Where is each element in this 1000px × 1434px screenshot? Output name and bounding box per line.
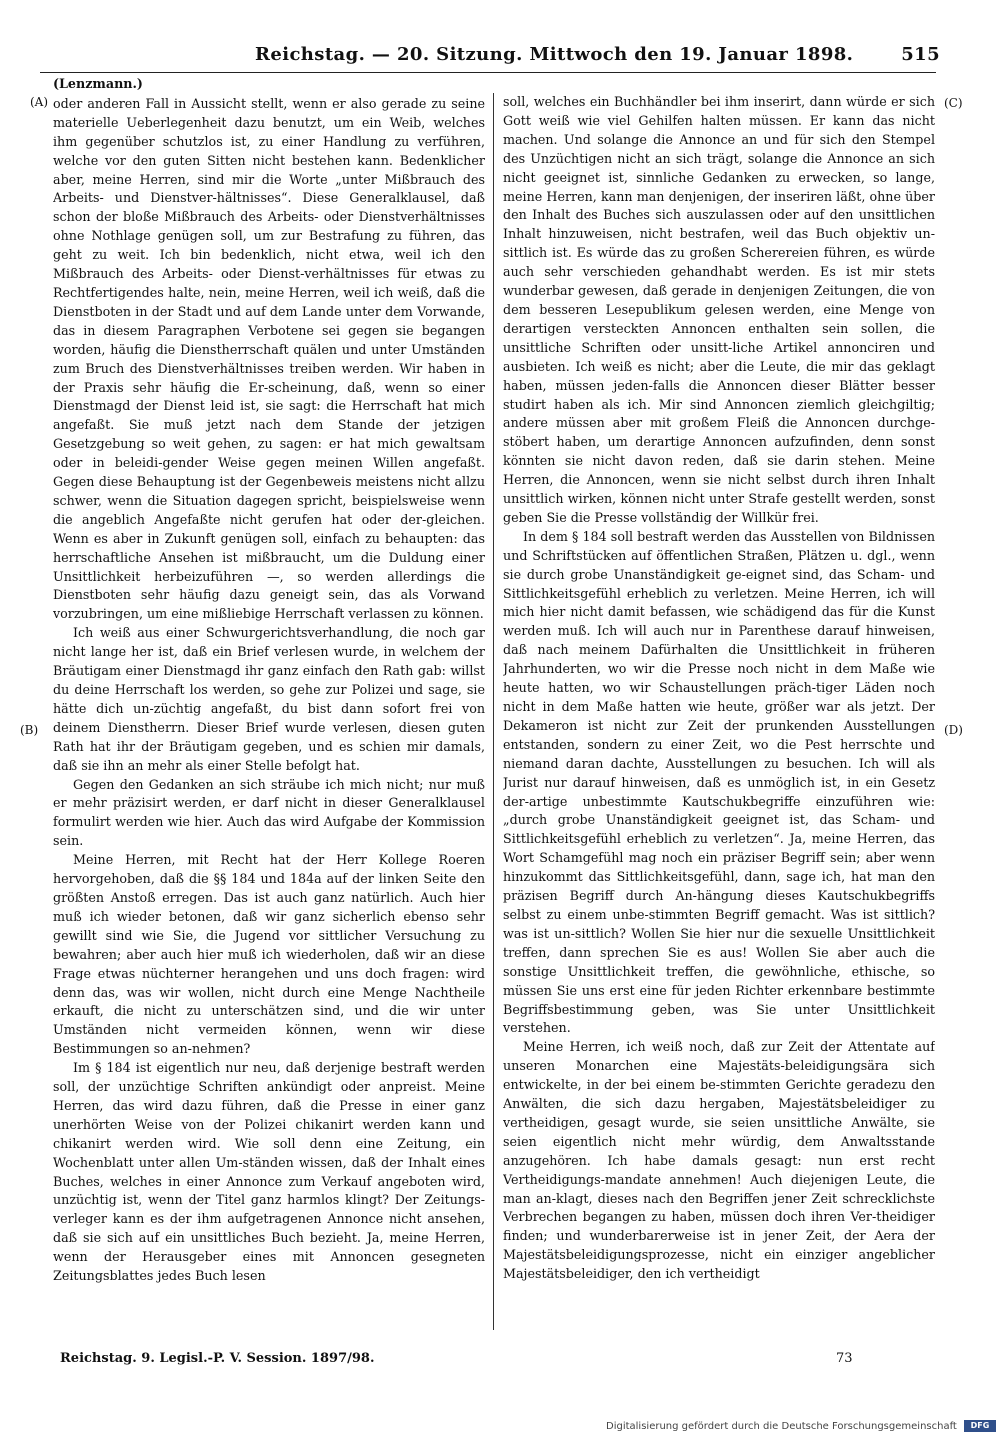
paragraph: Im § 184 ist eigentlich nur neu, daß derjenige bestraft werden soll, der unzüchtige Schriften ankündigt oder anpreist. Meine Herren, das wird dazu führen, daß die Presse in einer ganz unerhörten Weise von der Polizei chikanirt werden kann und chikanirt werden wird. Wie soll denn eine Zeitung, ein Wochenblatt unter allen Um-ständen wissen, daß der Inhalt eines Buches, welches in einer Annonce zum Verkauf angeboten wird, unzüchtig ist, wenn der Titel ganz harmlos klingt? Der Zeitungs-verleger kann es der ihm aufgetragenen Annonce nicht ansehen, daß sie sich auf ein unsittliches Buch bezieht. Ja, meine Herren, wenn der Herausgeber eines mit Annoncen gesegneten Zeitungsblattes jedes Buch lesen	[53, 1060, 485, 1284]
header-rule	[40, 72, 936, 73]
margin-marker-a: (A)	[30, 95, 49, 109]
paragraph: oder anderen Fall in Aussicht stellt, wenn er also gerade zu seine materielle Ueberlegenheit dazu benutzt, um ein Weib, welches ihm gegenüber schutzlos ist, zu einer Handlung zu verführen, welche vor den guten Sitten nicht bestehen kann. Bedenklicher aber, meine Herren, sind mir die Worte „unter Mißbrauch des Arbeits- und Dienstver-hältnisses“. Diese Generalklausel, daß schon der bloße Mißbrauch des Arbeits- oder Dienstverhältnisses ohne Nothlage genügen soll, um zur Bestrafung zu führen, das geht zu weit. Ich bin bedenklich, nicht etwa, weil ich den Mißbrauch des Arbeits- oder Dienst-verhältnisses für etwas zu Rechtfertigendes halte, nein, meine Herren, weil ich weiß, daß die Dienstboten in der Stadt und auf dem Lande unter dem Vorwande, das in diesem Paragraphen Verbotene sei gegen sie begangen worden, häufig die Dienstherrschaft quälen und unter Umständen zum Bruch des Dienstverhältnisses treiben werden. Wir haben in der Praxis sehr häufig die Er-scheinung, daß, wenn so einer Dienstmagd der Dienst leid ist, sie sagt: die Herrschaft hat mich angefaßt. Sie muß jetzt nach dem Stande der jetzigen Gesetzgebung so weit gehen, zu sagen: er hat mich gewaltsam oder in beleidi-gender Weise gegen meinen Willen angefaßt. Gegen diese Behauptung ist der Gegenbeweis meistens nicht allzu schwer, wenn die Situation dagegen spricht, beispielsweise wenn die angeblich Angefaßte nicht gerufen hat oder der-gleichen. Wenn es aber in Zukunft genügen soll, einfach zu behaupten: das herrschaftliche Ansehen ist mißbraucht, um die Duldung einer Unsittlichkeit herbeizuführen —, so werden allerdings die Dienstboten sehr häufig dazu geneigt sein, das als Vorwand vorzubringen, um eine mißliebige Herrschaft verlassen zu können.	[53, 95, 485, 622]
footer-signature: Reichstag. 9. Legisl.-P. V. Session. 1897/98.	[60, 1351, 375, 1366]
margin-marker-c: (C)	[944, 96, 963, 110]
footer-sheet-number: 73	[836, 1351, 853, 1366]
running-header	[40, 44, 940, 68]
right-column	[503, 93, 935, 1395]
margin-marker-b: (B)	[20, 723, 39, 737]
column-divider	[493, 93, 494, 1330]
paragraph: In dem § 184 soll bestraft werden das Ausstellen von Bildnissen und Schriftstücken auf öffentlichen Straßen, Plätzen u. dgl., wenn sie durch grobe Unanständigkeit ge-eignet sind, das Scham- und Sittlichkeitsgefühl erheblich zu verletzen. Meine Herren, ich will mich hier nicht damit befassen, wie schädigend das für die Kunst werden muß. Ich will auch nur in Parenthese darauf hinweisen, daß nach meinem Dafürhalten die Unsittlichkeit in früheren Jahrhunderten, wo wir die Presse noch nicht in dem Maße wie heute hatten, wo wir Schaustellungen präch-tiger Läden noch nicht in dem Maße hatten wie heute, größer war als jetzt. Der Dekameron ist nicht zur Zeit der prunkenden Ausstellungen entstanden, sondern zu einer Zeit, wo die Pest herrschte und niemand daran dachte, Ausstellungen zu besuchen. Ich will als Jurist nur darauf hinweisen, daß es unmöglich ist, in ein Gesetz der-artige unbestimmte Kautschukbegriffe einzuführen wie: „durch grobe Unanständigkeit geeignet ist, das Scham- und Sittlichkeitsgefühl erheblich zu verletzen“. Ja, meine Herren, das Wort Schamgefühl mag noch ein präziser Begriff sein; aber wenn hinzukommt das Sittlichkeitsgefühl, dann, sage ich, hat man den präzisen Begriff durch An-hängung dieses Kautschukbegriffs selbst zu einem unbe-stimmten Begriff gemacht. Was ist sittlich? was ist un-sittlich? Wollen Sie hier nur die sexuelle Unsittlichkeit treffen, dann sprechen Sie es aus! Wollen Sie aber auch die sonstige Unsittlichkeit treffen, die gewöhnliche, ethische, so müssen Sie uns erst eine für jeden Richter erkennbare bestimmte Begriffsbestimmung geben, was Sie unter Unsittlichkeit verstehen.	[503, 528, 935, 1036]
dfg-logo: DFG	[964, 1420, 996, 1432]
page-number: 515	[901, 44, 940, 65]
paragraph: Ich weiß aus einer Schwurgerichtsverhandlung, die noch gar nicht lange her ist, daß ein Brief verlesen wurde, in welchem der Bräutigam einer Dienstmagd ihr ganz einfach den Rath gab: willst du deine Herrschaft los werden, so gehe zur Polizei und sage, sie hätte dich un-züchtig angefaßt, du bist dann sofort frei von deinem Dienstherrn. Dieser Brief wurde verlesen, diesen guten Rath hat ihr der Bräutigam gegeben, und es schien mir damals, daß sie ihn an mehr als einer Stelle befolgt hat.	[53, 625, 485, 773]
paragraph: Meine Herren, mit Recht hat der Herr Kollege Roeren hervorgehoben, daß die §§ 184 und 184a auf der linken Seite den größten Anstoß erregen. Das ist auch ganz natürlich. Auch hier muß ich wieder betonen, daß wir ganz sicherlich ebenso sehr gewillt sind wie Sie, die Jugend vor sittlicher Versuchung zu bewahren; aber auch hier muß ich wiederholen, daß wir an diese Frage etwas nüchterner herangehen und uns doch fragen: wird denn das, was wir wollen, nicht durch eine Menge Nachtheile erkauft, die nicht zu unterschätzen sind, und die wir unter Umständen nicht vermeiden können, wenn wir diese Bestimmungen so an-nehmen?	[53, 852, 485, 1057]
speaker-name: (Lenzmann.)	[53, 76, 143, 91]
margin-marker-d: (D)	[944, 723, 963, 737]
digitization-credit: Digitalisierung gefördert durch die Deutsche Forschungsgemeinschaft	[606, 1421, 957, 1432]
running-title: Reichstag. — 20. Sitzung. Mittwoch den 19. Januar 1898.	[255, 44, 854, 65]
paragraph: Meine Herren, ich weiß noch, daß zur Zeit der Attentate auf unseren Monarchen eine Majestäts-beleidigungsära sich entwickelte, in der bei einem be-stimmten Gerichte geradezu den Anwälten, die sich dazu hergaben, Majestätsbeleidiger zu vertheidigen, gesagt wurde, sie seien unsittliche Anwälte, sie seien eigentlich nicht mehr würdig, dem Anwaltsstande anzugehören. Ich habe damals gesagt: nun erst recht Vertheidigungs-mandate annehmen! Auch diejenigen Leute, die man an-klagt, dieses nach den Begriffen jener Zeit schrecklichste Verbrechen begangen zu haben, müssen doch ihren Ver-theidiger finden; und wunderbarerweise ist in jener Zeit, der Aera der Majestätsbeleidigungsprozesse, nicht ein einziger angeblicher Majestätsbeleidiger, den ich vertheidigt	[503, 1039, 935, 1282]
left-column	[53, 75, 485, 1395]
paragraph: soll, welches ein Buchhändler bei ihm inserirt, dann würde er sich Gott weiß wie viel Gehilfen halten müssen. Er kann das nicht machen. Und solange die Annonce an und für sich den Stempel des Unzüchtigen nicht an sich trägt, solange die Annonce an sich nicht geeignet ist, sinnliche Gedanken zu erwecken, so lange, meine Herren, kann man denjenigen, der inseriren läßt, ohne über den Inhalt des Buches sich auszulassen oder auf den unsittlichen Inhalt hinzuweisen, nicht bestrafen, weil das Buch objektiv un-sittlich ist. Es würde das zu großen Scherereien führen, es würde auch sehr verschieden gehandhabt werden. Es ist mir stets wunderbar gewesen, daß gerade in denjenigen Zeitungen, die von dem besseren Lesepublikum gelesen werden, eine Menge von derartigen versteckten Annoncen enthalten sein sollen, die unsittliche Schriften oder unsitt-liche Artikel annonciren und ausbieten. Ich weiß es nicht; aber die Leute, die mir das geklagt haben, müssen jeden-falls die Annoncen dieser Blätter besser studirt haben als ich. Mir sind Annoncen ziemlich gleichgiltig; andere müssen aber mit großem Fleiß die Annoncen durchge-stöbert haben, um derartige Annoncen aufzufinden, denn sonst könnten sie nicht davon reden, daß sie darin stehen. Meine Herren, die Annoncen, wenn sie nicht selbst durch ihren Inhalt unsittlich wirken, können nicht unter Strafe gestellt werden, sonst geben Sie die Presse vollständig der Willkür frei.	[503, 94, 935, 525]
paragraph: Gegen den Gedanken an sich sträube ich mich nicht; nur muß er mehr präzisirt werden, er darf nicht in dieser Generalklausel formulirt werden wie hier. Auch das wird Aufgabe der Kommission sein.	[53, 776, 485, 849]
